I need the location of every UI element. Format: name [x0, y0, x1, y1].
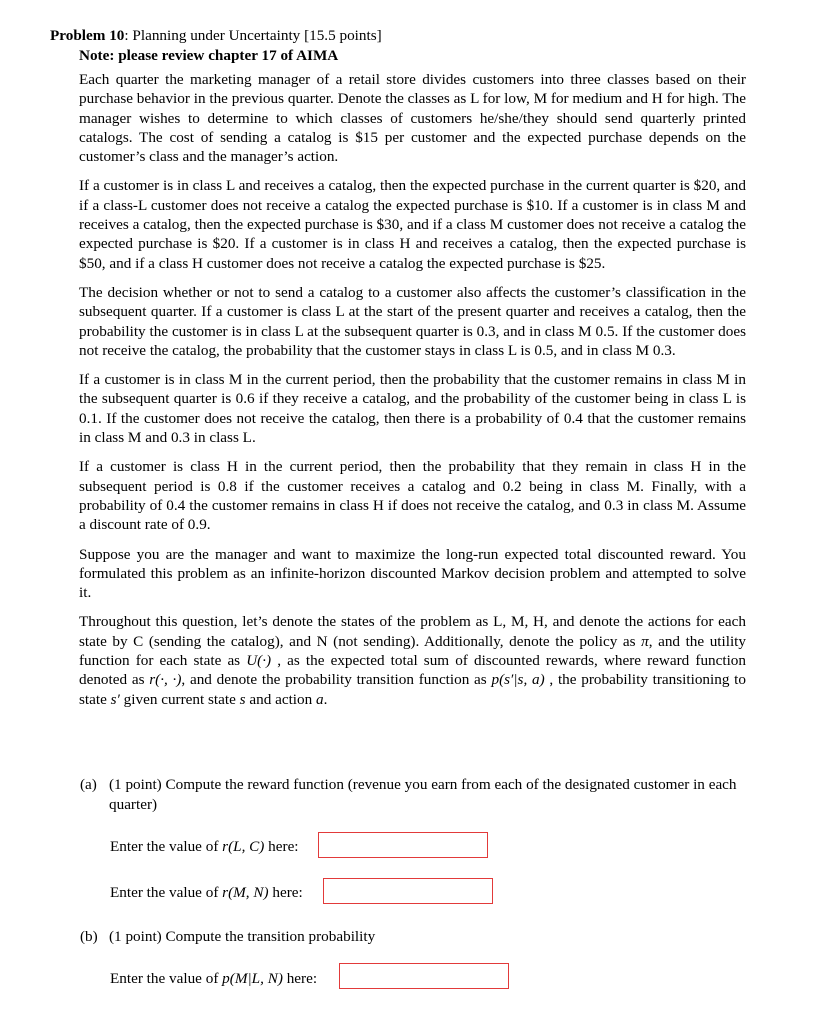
paragraph-expected-purchase: If a customer is in class L and receives a catalog, then the expected purchase in the current quarter is $20, and if a class-L customer does not receive a catalog the expected purchase is $10. If a customer is in class M and receives a catalog, then the expected purchase is $30, and if a class M customer does not receive a catalog the expected purchase is $20. If a customer is in class H and receives a catalog, then the expected purchase is $50, and if a class H customer does not receive a catalog the expected purchase is $25. [79, 177, 746, 272]
entry-r-lc-label: Enter the value of r(L, C) here: [110, 838, 299, 855]
answer-r-lc-input[interactable] [318, 832, 488, 858]
paragraph-objective: Suppose you are the manager and want to maximize the long-run expected total discounted reward. You formulated this problem as an infinite-horizon discounted Markov decision problem and attempted to solve it. [79, 545, 746, 602]
answer-p-mln-input[interactable] [339, 963, 509, 989]
paragraph-class-l-transitions: The decision whether or not to send a catalog to a customer also affects the customer’s classification in the subsequent quarter. If a customer is class L at the start of the present quarter and receives a catalog, then the probability the customer is in class L at the subsequent quarter is 0.3, and in class M 0.5. If the customer does not receive the catalog, the probability that the customer stays in class L is 0.5, and in class M 0.3. [79, 283, 746, 359]
part-a-tag: (a) [80, 776, 97, 793]
entry-p-mln-label: Enter the value of p(M|L, N) here: [110, 970, 318, 987]
paragraph-class-m-transitions: If a customer is in class M in the current period, then the probability that the customer remains in class M in the subsequent quarter is 0.6 if they receive a catalog, and the probability of the customer being in class L is 0.1. If the customer does not receive the catalog, then there is a probability of 0.4 that the customer remains in class M and 0.3 in class L. [79, 371, 746, 447]
part-b-question [80, 927, 375, 947]
paragraph-notation: Throughout this question, let’s denote the states of the problem as L, M, H, and denote the actions for each state by C (sending the catalog), and N (not sending). Additionally, denote the policy as π, and the utility function for each state as U(·) , as the expected total sum of discounted rewards, where reward function denoted as r(·, ·), and denote the probability transition function as p(s′|s, a) , the probability transitioning to state s′ given current state s and action a. [79, 613, 746, 708]
part-b-tag: (b) [80, 928, 98, 945]
problem-title-text: : Planning under Uncertainty [15.5 points] [124, 27, 382, 44]
policy-symbol: π [641, 632, 649, 650]
problem-body [79, 70, 746, 719]
problem-label: Problem 10 [50, 27, 125, 44]
part-b-text: (1 point) Compute the transition probability [109, 928, 376, 945]
problem-note: Note: please review chapter 17 of AIMA [79, 47, 339, 64]
problem-title [50, 26, 382, 46]
utility-symbol: U(·) [246, 652, 272, 670]
entry-r-mn-label: Enter the value of r(M, N) here: [110, 884, 303, 901]
answer-r-mn-input[interactable] [323, 878, 493, 904]
part-a-text: (1 point) Compute the reward function (revenue you earn from each of the designated customer in each quarter) [109, 776, 737, 813]
reward-symbol: r(·, ·) [149, 671, 182, 689]
part-a-question [80, 775, 747, 815]
paragraph-intro: Each quarter the marketing manager of a retail store divides customers into three classes based on their purchase behavior in the previous quarter. Denote the classes as L for low, M for medium and H for high. The manager wishes to determine to which classes of customers he/she/they should send quarterly printed catalogs. The cost of sending a catalog is $15 per customer and the expected purchase depends on the customer’s class and the manager’s action. [79, 71, 746, 166]
paragraph-class-h-transitions: If a customer is class H in the current period, then the probability that they remain in class H in the subsequent period is 0.8 if the customer receives a catalog and 0.2 being in class M. Finally, with a probability of 0.4 the customer remains in class H if does not receive the catalog, and 0.3 in class M. Assume a discount rate of 0.9. [79, 458, 746, 534]
transition-symbol: p(s′|s, a) [491, 671, 545, 689]
